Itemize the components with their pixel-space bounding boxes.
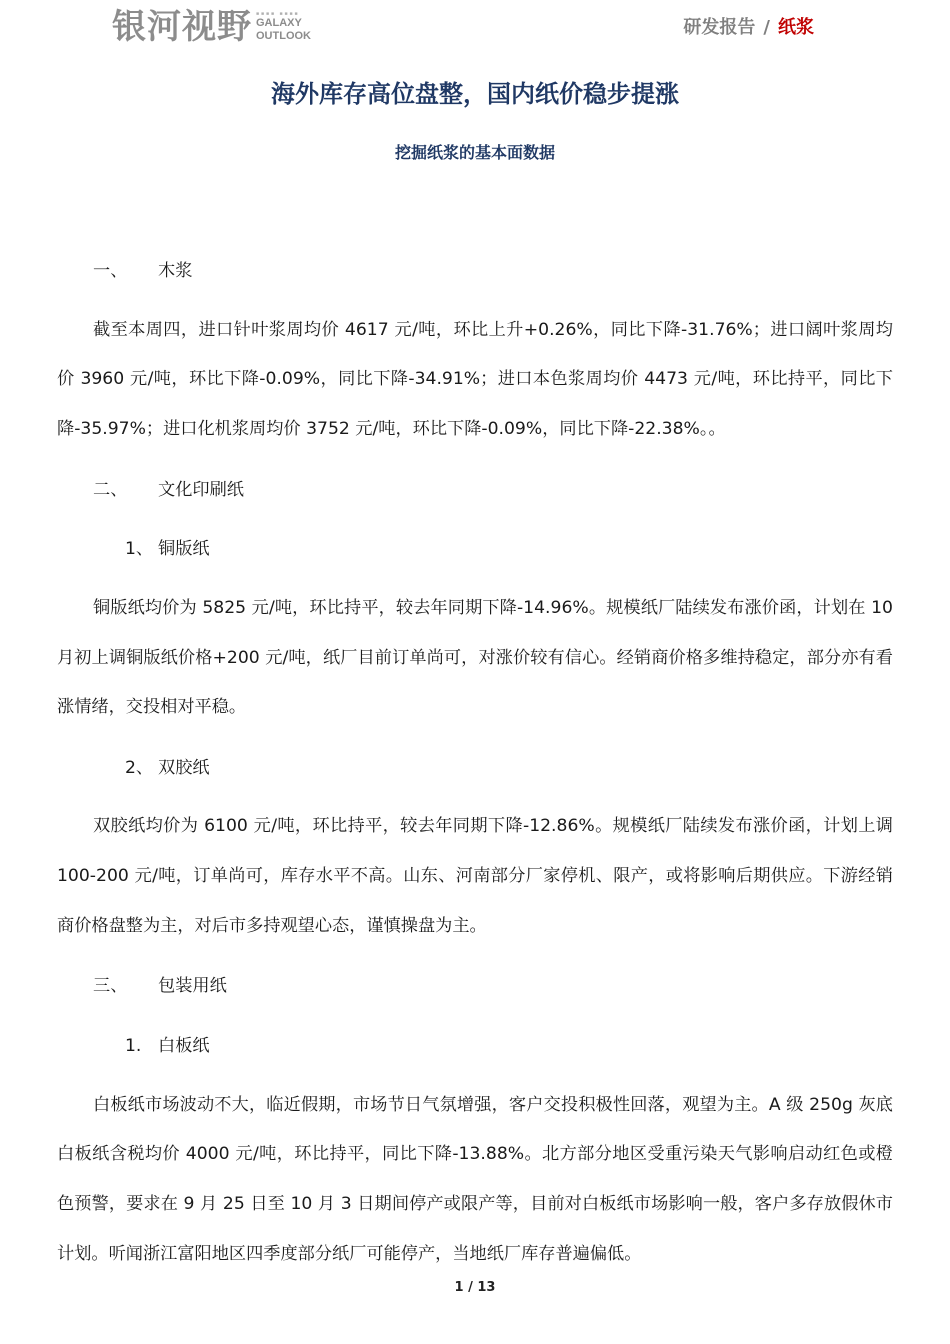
- section-number: 二、: [93, 479, 128, 500]
- page-current: 1: [454, 1280, 464, 1295]
- section-title: 文化印刷纸: [158, 479, 244, 500]
- report-category-breadcrumb: [683, 14, 814, 42]
- subsection-heading-offset-paper: [125, 743, 893, 793]
- subsection-title: 铜版纸: [158, 539, 210, 560]
- section-title: 包装用纸: [158, 976, 227, 997]
- subsection-number: 2、: [125, 757, 154, 778]
- subsection-title: 双胶纸: [158, 757, 210, 778]
- subsection-number: 1.: [125, 1035, 142, 1056]
- subsection-number: 1、: [125, 539, 154, 560]
- section-number: 三、: [93, 976, 128, 997]
- logo-english-text: ■■■■ ■■■■ GALAXY OUTLOOK: [256, 11, 311, 42]
- paragraph-wood-pulp: 截至本周四，进口针叶浆周均价 4617 元/吨，环比上升+0.26%，同比下降-31.76%；进口阔叶浆周均价 3960 元/吨，环比下降-0.09%，同比下降-34.91%；进口本色浆周均价 4473 元/吨，环比持平，同比下降-35.97%；进口化机浆周均价 3752 元/吨，环比下降-0.09%，同比下降-22.38%。。: [57, 319, 893, 440]
- breadcrumb-separator: /: [763, 17, 770, 38]
- logo-en-line2: OUTLOOK: [256, 30, 311, 42]
- page-total: 13: [477, 1280, 496, 1295]
- report-category: 研发报告: [683, 17, 756, 38]
- page-number: [0, 1278, 950, 1298]
- galaxy-outlook-logo: [112, 6, 311, 48]
- report-title: 海外库存高位盘整，国内纸价稳步提涨: [271, 80, 679, 108]
- paragraph-coated-paper: 铜版纸均价为 5825 元/吨，环比持平，较去年同期下降-14.96%。规模纸厂陆续发布涨价函，计划在 10 月初上调铜版纸价格+200 元/吨，纸厂目前订单尚可，对涨价较有信心。经销商价格多维持稳定，部分亦有看涨情绪，交投相对平稳。: [57, 597, 893, 718]
- page-separator: /: [468, 1280, 473, 1295]
- report-subcategory: 纸浆: [778, 17, 814, 38]
- subsection-title: 白板纸: [158, 1035, 210, 1056]
- report-body: [57, 246, 893, 1289]
- logo-en-line1: GALAXY: [256, 17, 302, 29]
- section-heading-wood-pulp: [93, 246, 893, 296]
- paragraph-offset-paper: 双胶纸均价为 6100 元/吨，环比持平，较去年同期下降-12.86%。规模纸厂陆续发布涨价函，计划上调 100-200 元/吨，订单尚可，库存水平不高。山东、河南部分厂家停机、限产，或将影响后期供应。下游经销商价格盘整为主，对后市多持观望心态，谨慎操盘为主。: [57, 816, 893, 936]
- report-subtitle: 挖掘纸浆的基本面数据: [394, 143, 555, 162]
- logo-chinese-text: 银河视野: [112, 7, 252, 47]
- subsection-heading-white-board: [125, 1021, 893, 1071]
- section-number: 一、: [93, 261, 128, 281]
- section-heading-packaging-paper: [93, 961, 893, 1011]
- subsection-heading-coated-paper: [125, 524, 893, 574]
- section-title: 木浆: [158, 261, 193, 281]
- section-heading-printing-paper: [93, 465, 893, 515]
- paragraph-white-board: 白板纸市场波动不大，临近假期，市场节日气氛增强，客户交投积极性回落，观望为主。A 级 250g 灰底白板纸含税均价 4000 元/吨，环比持平，同比下降-13.88%。北方部分地区受重污染天气影响启动红色或橙色预警，要求在 9 月 25 日至 10 月 3 日期间停产或限产等，目前对白板纸市场影响一般，客户多存放假休市计划。听闻浙江富阳地区四季度部分纸厂可能停产，当地纸厂库存普遍偏低。: [57, 1094, 893, 1264]
